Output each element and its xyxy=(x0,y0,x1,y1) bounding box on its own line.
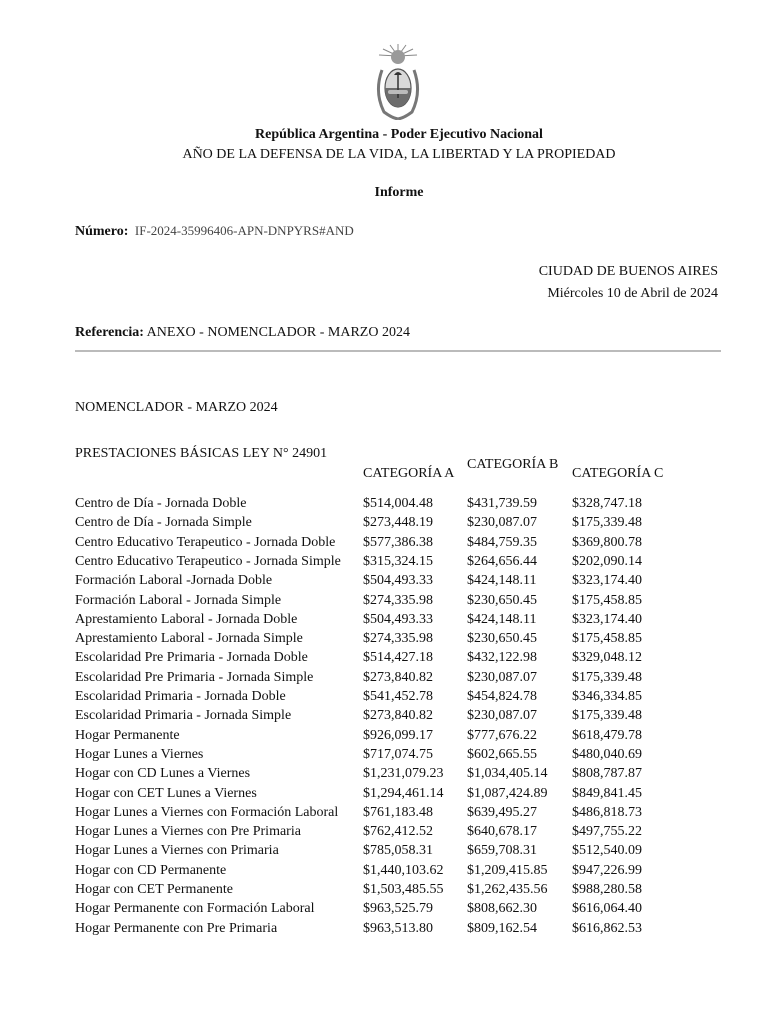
row-value-b: $639,495.27 xyxy=(467,804,537,820)
table-row xyxy=(75,861,735,880)
row-value-a: $1,503,485.55 xyxy=(363,882,444,897)
row-value-c: $328,747.18 xyxy=(572,496,642,511)
row-value-b: $1,087,424.89 xyxy=(467,785,548,801)
row-value-a: $273,840.82 xyxy=(363,708,433,724)
row-value-a: $274,335.98 xyxy=(363,592,433,608)
row-value-a: $577,386.38 xyxy=(363,534,433,550)
row-value-a: $1,440,103.62 xyxy=(363,862,444,878)
row-value-a: $541,452.78 xyxy=(363,689,433,704)
row-name: Hogar con CET Lunes a Viernes xyxy=(75,785,257,801)
referencia-value: ANEXO - NOMENCLADOR - MARZO 2024 xyxy=(146,325,410,340)
table-row xyxy=(75,610,735,629)
row-value-c: $616,064.40 xyxy=(572,901,642,917)
row-value-c: $480,040.69 xyxy=(572,746,642,762)
table-row xyxy=(75,899,735,918)
table-row xyxy=(75,552,735,571)
row-value-a: $717,074.75 xyxy=(363,746,433,762)
row-value-b: $1,034,405.14 xyxy=(467,766,548,782)
table-row xyxy=(75,841,735,860)
row-value-a: $274,335.98 xyxy=(363,631,433,647)
row-value-b: $424,148.11 xyxy=(467,611,537,627)
row-name: Escolaridad Primaria - Jornada Doble xyxy=(75,689,286,704)
row-value-c: $175,458.85 xyxy=(572,631,642,647)
table-row xyxy=(75,822,735,841)
row-value-a: $762,412.52 xyxy=(363,824,433,840)
row-name: Centro de Día - Jornada Doble xyxy=(75,496,247,511)
row-value-c: $175,339.48 xyxy=(572,669,642,685)
row-value-a: $926,099.17 xyxy=(363,727,433,743)
referencia-line xyxy=(75,325,410,341)
column-header-a: CATEGORÍA A xyxy=(363,466,455,481)
table-row xyxy=(75,706,735,725)
row-name: Hogar con CD Permanente xyxy=(75,862,227,878)
row-value-c: $175,339.48 xyxy=(572,708,642,724)
row-value-b: $424,148.11 xyxy=(467,573,537,589)
row-value-b: $640,678.17 xyxy=(467,824,537,840)
row-name: Hogar Lunes a Viernes con Pre Primaria xyxy=(75,824,301,840)
row-value-c: $346,334.85 xyxy=(572,689,642,704)
row-value-b: $230,087.07 xyxy=(467,669,537,685)
row-value-a: $785,058.31 xyxy=(363,843,433,859)
row-value-b: $1,209,415.85 xyxy=(467,862,548,878)
row-name: Centro Educativo Terapeutico - Jornada Simple xyxy=(75,553,341,569)
row-value-c: $808,787.87 xyxy=(572,766,642,782)
row-name: Escolaridad Primaria - Jornada Simple xyxy=(75,708,292,724)
row-value-c: $175,458.85 xyxy=(572,592,642,608)
row-value-c: $618,479.78 xyxy=(572,727,642,743)
table-row xyxy=(75,494,735,513)
row-value-a: $1,294,461.14 xyxy=(363,785,444,801)
row-value-b: $431,739.59 xyxy=(467,496,537,511)
numero-value: IF-2024-35996406-APN-DNPYRS#AND xyxy=(134,223,354,238)
row-name: Hogar con CET Permanente xyxy=(75,882,233,897)
numero-line xyxy=(75,223,354,240)
row-value-c: $323,174.40 xyxy=(572,611,642,627)
coat-of-arms-emblem xyxy=(370,42,426,120)
date: Miércoles 10 de Abril de 2024 xyxy=(547,286,718,301)
header-divider xyxy=(75,350,721,352)
city: CIUDAD DE BUENOS AIRES xyxy=(538,264,718,279)
row-name: Escolaridad Pre Primaria - Jornada Doble xyxy=(75,650,308,666)
row-name: Formación Laboral -Jornada Doble xyxy=(75,573,273,589)
row-value-a: $514,427.18 xyxy=(363,650,433,666)
section-title: PRESTACIONES BÁSICAS LEY N° 24901 xyxy=(75,446,328,461)
row-name: Hogar Lunes a Viernes xyxy=(75,746,204,762)
row-value-b: $659,708.31 xyxy=(467,843,537,859)
row-value-c: $512,540.09 xyxy=(572,843,642,859)
row-value-c: $329,048.12 xyxy=(572,650,642,666)
row-value-a: $273,840.82 xyxy=(363,669,433,685)
header-year-motto: AÑO DE LA DEFENSA DE LA VIDA, LA LIBERTAD Y LA PROPIEDAD xyxy=(182,147,616,162)
table-row xyxy=(75,533,735,552)
table-row xyxy=(75,571,735,590)
row-name: Hogar Lunes a Viernes con Primaria xyxy=(75,843,279,859)
row-value-c: $947,226.99 xyxy=(572,862,642,878)
header-government: República Argentina - Poder Ejecutivo Nacional xyxy=(255,127,543,142)
row-value-a: $514,004.48 xyxy=(363,496,433,511)
row-name: Aprestamiento Laboral - Jornada Simple xyxy=(75,631,303,647)
table-row xyxy=(75,629,735,648)
row-value-b: $809,162.54 xyxy=(467,920,537,936)
row-value-a: $504,493.33 xyxy=(363,611,433,627)
table-row xyxy=(75,687,735,706)
row-value-c: $486,818.73 xyxy=(572,804,642,820)
row-value-b: $264,656.44 xyxy=(467,553,537,569)
row-value-c: $497,755.22 xyxy=(572,824,642,840)
table-row xyxy=(75,784,735,803)
document-type: Informe xyxy=(374,185,424,200)
table-row xyxy=(75,745,735,764)
row-name: Hogar Permanente con Pre Primaria xyxy=(75,920,278,936)
table-row xyxy=(75,591,735,610)
row-value-a: $963,513.80 xyxy=(363,920,433,936)
table-row xyxy=(75,726,735,745)
row-name: Aprestamiento Laboral - Jornada Doble xyxy=(75,611,298,627)
row-value-b: $230,650.45 xyxy=(467,592,537,608)
table-row xyxy=(75,648,735,667)
table-row xyxy=(75,764,735,783)
row-name: Hogar Permanente con Formación Laboral xyxy=(75,901,315,917)
row-value-a: $761,183.48 xyxy=(363,804,433,820)
row-value-b: $230,087.07 xyxy=(467,515,537,531)
row-value-c: $175,339.48 xyxy=(572,515,642,531)
table-row xyxy=(75,513,735,532)
referencia-label: Referencia: xyxy=(75,325,144,340)
row-value-b: $808,662.30 xyxy=(467,901,537,917)
row-name: Hogar Lunes a Viernes con Formación Laboral xyxy=(75,804,339,820)
row-value-b: $454,824.78 xyxy=(467,689,537,704)
table-row xyxy=(75,803,735,822)
row-value-b: $484,759.35 xyxy=(467,534,537,550)
row-name: Escolaridad Pre Primaria - Jornada Simple xyxy=(75,669,314,685)
row-value-a: $1,231,079.23 xyxy=(363,766,444,782)
row-value-b: $602,665.55 xyxy=(467,746,537,762)
row-value-b: $230,650.45 xyxy=(467,631,537,647)
numero-label: Número: xyxy=(75,224,129,239)
column-header-b: CATEGORÍA B xyxy=(467,457,559,472)
row-value-b: $1,262,435.56 xyxy=(467,882,548,897)
row-value-a: $273,448.19 xyxy=(363,515,433,531)
row-value-a: $504,493.33 xyxy=(363,573,433,589)
row-value-c: $849,841.45 xyxy=(572,785,642,801)
table-row xyxy=(75,668,735,687)
row-value-c: $988,280.58 xyxy=(572,882,642,897)
column-header-c: CATEGORÍA C xyxy=(572,466,664,481)
nomenclador-title: NOMENCLADOR - MARZO 2024 xyxy=(75,400,278,415)
table-row xyxy=(75,919,735,938)
row-name: Hogar Permanente xyxy=(75,727,180,743)
row-value-a: $963,525.79 xyxy=(363,901,433,917)
row-value-b: $432,122.98 xyxy=(467,650,537,666)
table-row xyxy=(75,880,735,899)
row-name: Centro de Día - Jornada Simple xyxy=(75,515,252,531)
row-value-c: $202,090.14 xyxy=(572,553,642,569)
row-name: Formación Laboral - Jornada Simple xyxy=(75,592,282,608)
row-value-b: $777,676.22 xyxy=(467,727,537,743)
row-value-a: $315,324.15 xyxy=(363,553,433,569)
row-value-b: $230,087.07 xyxy=(467,708,537,724)
row-name: Hogar con CD Lunes a Viernes xyxy=(75,766,251,782)
row-name: Centro Educativo Terapeutico - Jornada Doble xyxy=(75,534,336,550)
row-value-c: $616,862.53 xyxy=(572,920,642,936)
row-value-c: $323,174.40 xyxy=(572,573,642,589)
row-value-c: $369,800.78 xyxy=(572,534,642,550)
